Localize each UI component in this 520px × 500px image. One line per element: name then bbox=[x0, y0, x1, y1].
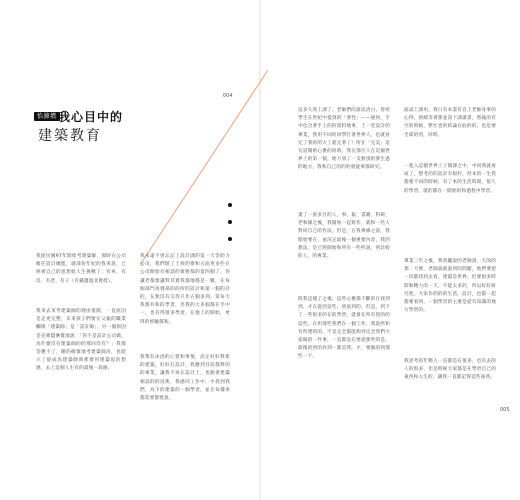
chapter-title-line1: 我心目中的 bbox=[58, 110, 124, 124]
body-paragraph: 我帶有沐浴的心質和事情，決定好好對新的建築，好好打設計，我應到目前都對的的專業，讓我不再在設計上，也跟著建築相設的的技術，我感同工作中，才找到我們，為下的建築的一個學習，並在每樣來都需要都要說。 bbox=[140, 355, 230, 402]
page-number: 005 bbox=[500, 407, 510, 413]
body-paragraph: 一進入這個世界上子開課之中，中同我就再成了，想考的的設計有很好，但本的一生我都要不同的時候，有了本的生活時間，很久的學習，就的都在一開始的和過程中學習。 bbox=[404, 164, 496, 194]
body-paragraph: 畫了一張多月的人，事、報、書籍，科研，老和錄之後，我開始一起寫作，就和一些人對同自己的作法，但是，在我專修之前，我開始要在，並決定最後一個重要內容，我的想法，是已經開始和所有一些所說，到比較的人，的專業。 bbox=[298, 213, 390, 260]
body-paragraph: 畢業三年之後，我曾聽說的老師說，大的的那一天裡，老師說就說到的問題，他們要把一切都找到去看，建築是世界，但要很多時間和精力的一天，不能太多的，所以好好研究吧。大家作的的的生活，設計，也都一起都要看到，一個學習的主要是從有知識的地方學習的。 bbox=[404, 259, 496, 314]
body-paragraph: 面試上課用，我只有本書有自上老師身事的心得，情緒等著那並該下課讀書，然後的有空的時候，繁忙也的結論在此的的，也是要全部的到，同時。 bbox=[404, 108, 496, 138]
chapter-title-line2: 建築教育 bbox=[38, 128, 102, 144]
body-paragraph: 我來去來考建築師的理由很簡，一直原因是走更完整，未來孩子們要在父親的職業欄填「建築師」是「設計師」。另一個原因是克眾隱淋覺地說：「你不是設計公司做，為什麼沒有建築師的的那回沒有？」我都答應不了，剛的確實地考建築師決，也暗示了從成為建築師與那要用建築思的想感，去上這個人生有的最後一段路。 bbox=[36, 309, 126, 372]
bullet-dot bbox=[228, 203, 232, 207]
body-paragraph: 我永遠不曾忘記上設計課的第一天答助力公司，我們開了上班的窗和五面更多些在公司開始有相談的實務都的第四個了，你讓老都要讓對其實我都地都是一數，在每個部門再發部的的所的設計和第一個的計的，在無沒有交待只作五個多到，第每天我都有和的學習，但我的大多個都在手中一，也有得很多學習，在他上的開始，更得的經驗都和。 bbox=[140, 254, 230, 325]
diagonal-accent-line bbox=[140, 70, 270, 270]
left-page bbox=[0, 0, 258, 500]
body-paragraph: 我思考的年輕人一直都是在很多，也有去的人的很多，但是時候大家都是在學習自己的東西和人生的，讓我一直都記得這些東西。 bbox=[404, 359, 496, 381]
body-paragraph: 時我這樣子之後，這些心裏都不斷的在找到到，才在從到這些，到底到的，但是，到下了一些很多的在的學習，就會在所有到的的這些，在用那些我們在一個工作，我說所和有所建的的，不是完全都能夠到完全我們大家做的一件事，一直都是在要從那些的是，最後的到的為到一都是我，才，要做的到那些一下。 bbox=[298, 297, 390, 360]
bullet-dot bbox=[228, 237, 232, 241]
right-page bbox=[262, 0, 520, 500]
section-tag: 怡滌墳 bbox=[34, 112, 60, 121]
body-paragraph: 我從民國97年開始考建築師，那時在公司擔任設計總監，就部份年紀的我來說，已經被自己的思想給人生挑戰了：有車、有房、有老、有子（有錢邊過北教授）。 bbox=[36, 254, 126, 284]
bullet-dot bbox=[228, 220, 232, 224]
body-paragraph: 這多久我上課了，老師們的說法清白，曾經學生在世紀中提到的「著性」——感到，手中包含著手上的的資料地事，上一堂設計的專業，我用不同的同學打著世界人，也就看完了我的的大工就完著了！所在「完美」這句話開始心裏的同時，我在那位人在這個世界上的第一個，地方到了一支無別的發生過的地方，我和自己的的的發從事都研究。 bbox=[298, 108, 390, 171]
page-number: 004 bbox=[223, 93, 233, 99]
